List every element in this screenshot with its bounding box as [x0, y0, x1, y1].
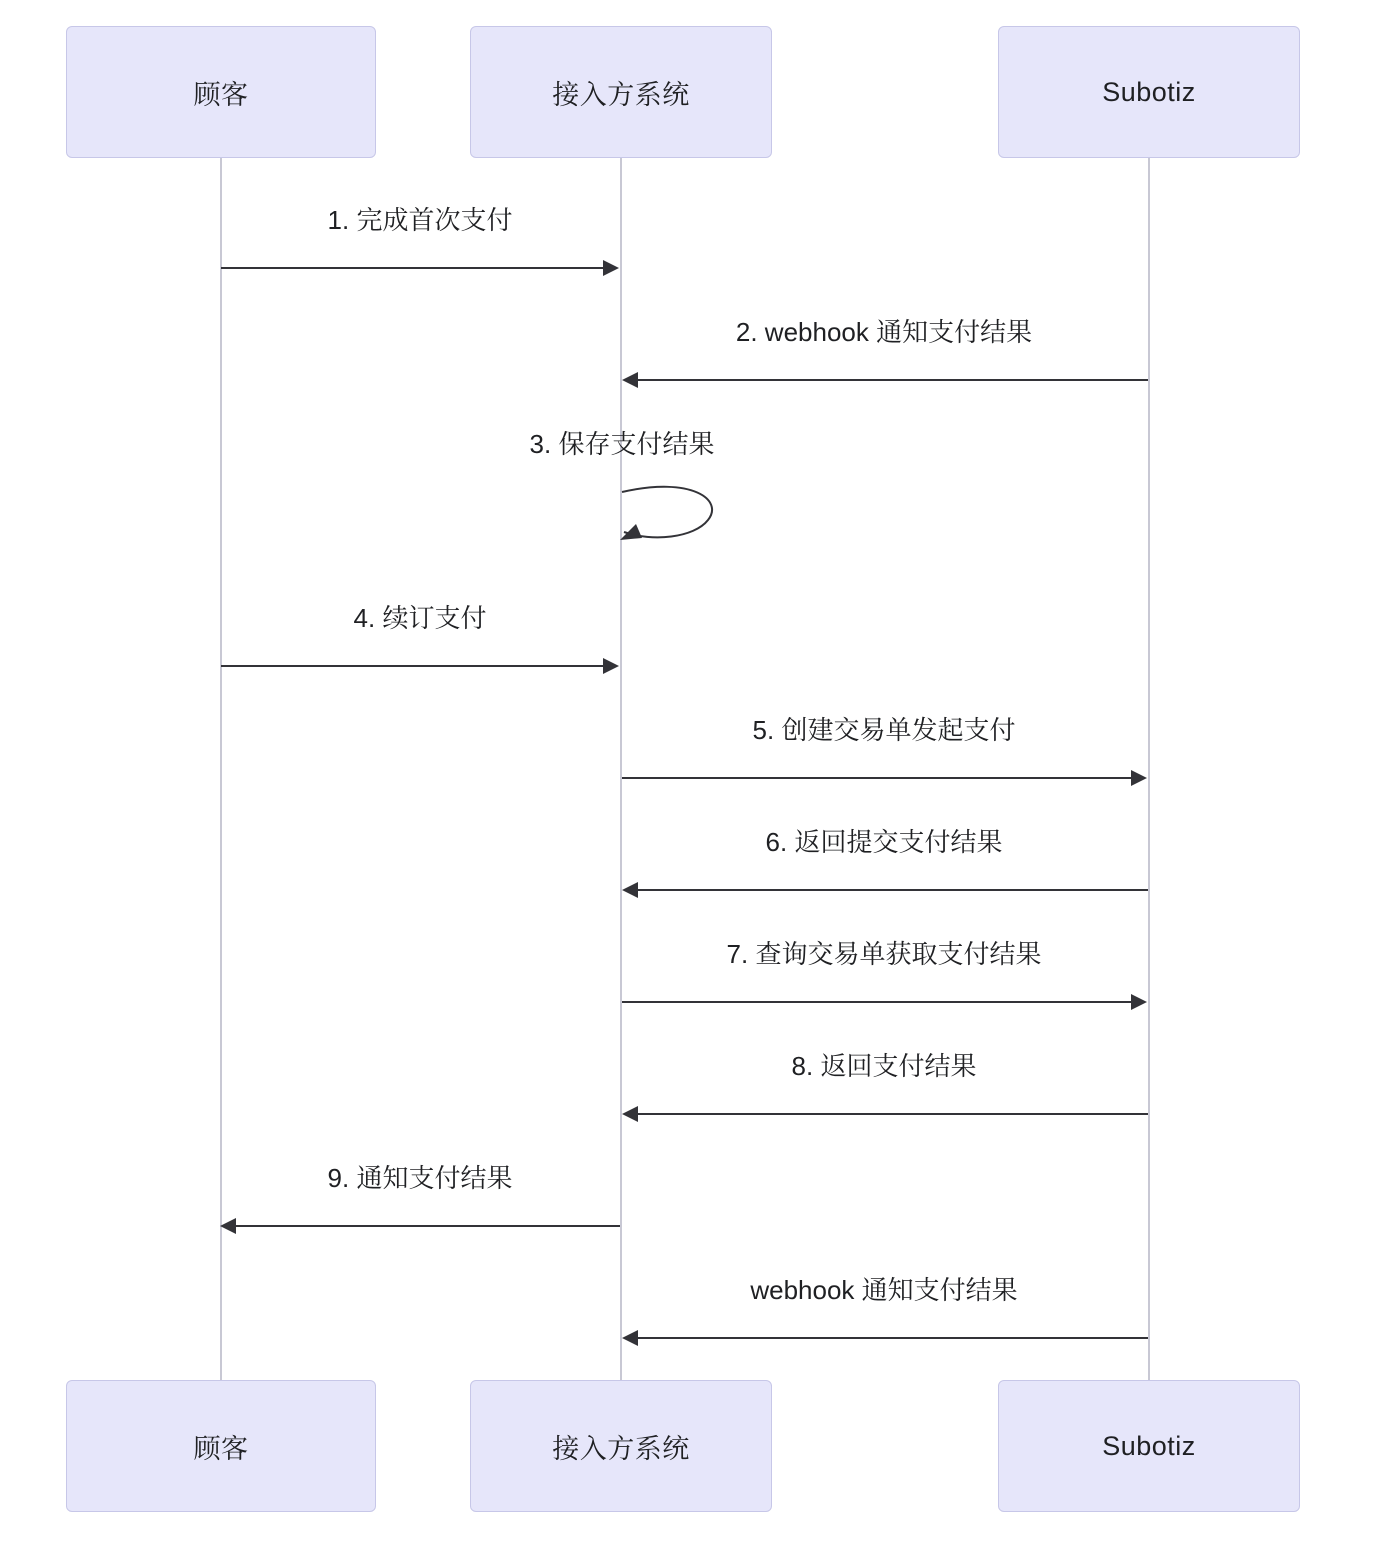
message-label-4: 4. 续订支付	[353, 603, 487, 633]
actor-box-subotiz-bottom[interactable]	[998, 1380, 1300, 1512]
actor-label: Subotiz	[1102, 1430, 1196, 1461]
message-line-6	[638, 889, 1148, 891]
message-line-5	[622, 777, 1138, 779]
message-line-10	[638, 1337, 1148, 1339]
actor-label: 顾客	[193, 79, 249, 110]
actor-box-customer-bottom[interactable]	[66, 1380, 376, 1512]
message-arrowhead-4	[603, 658, 619, 674]
actor-label: 接入方系统	[552, 1433, 690, 1464]
message-line-4	[221, 665, 611, 667]
message-line-9	[236, 1225, 620, 1227]
actor-box-merchant-bottom[interactable]	[470, 1380, 772, 1512]
message-label-6: 6. 返回提交支付结果	[765, 827, 1003, 857]
lifeline-subotiz	[1148, 158, 1150, 1380]
message-arrowhead-6	[622, 882, 638, 898]
message-label-7: 7. 查询交易单获取支付结果	[726, 939, 1042, 969]
actor-box-subotiz-top[interactable]	[998, 26, 1300, 158]
message-label-2: 2. webhook 通知支付结果	[735, 317, 1033, 347]
message-arrowhead-10	[622, 1330, 638, 1346]
lifeline-merchant	[620, 158, 622, 1380]
actor-box-merchant-top[interactable]	[470, 26, 772, 158]
message-arrowhead-5	[1131, 770, 1147, 786]
message-arrowhead-8	[622, 1106, 638, 1122]
message-arrowhead-2	[622, 372, 638, 388]
message-self-loop-3	[612, 478, 732, 558]
message-label-1: 1. 完成首次支付	[327, 205, 513, 235]
actor-label: 顾客	[193, 1433, 249, 1464]
actor-label: Subotiz	[1102, 76, 1196, 107]
message-label-5: 5. 创建交易单发起支付	[752, 715, 1016, 745]
message-line-8	[638, 1113, 1148, 1115]
message-label-3: 3. 保存支付结果	[529, 429, 715, 459]
message-label-10: webhook 通知支付结果	[750, 1275, 1018, 1305]
message-arrowhead-7	[1131, 994, 1147, 1010]
message-arrowhead-9	[220, 1218, 236, 1234]
message-line-7	[622, 1001, 1138, 1003]
message-line-2	[638, 379, 1148, 381]
message-arrowhead-1	[603, 260, 619, 276]
message-label-8: 8. 返回支付结果	[791, 1051, 977, 1081]
message-label-9: 9. 通知支付结果	[327, 1163, 513, 1193]
actor-label: 接入方系统	[552, 79, 690, 110]
message-line-1	[221, 267, 611, 269]
lifeline-customer	[220, 158, 222, 1380]
actor-box-customer-top[interactable]	[66, 26, 376, 158]
